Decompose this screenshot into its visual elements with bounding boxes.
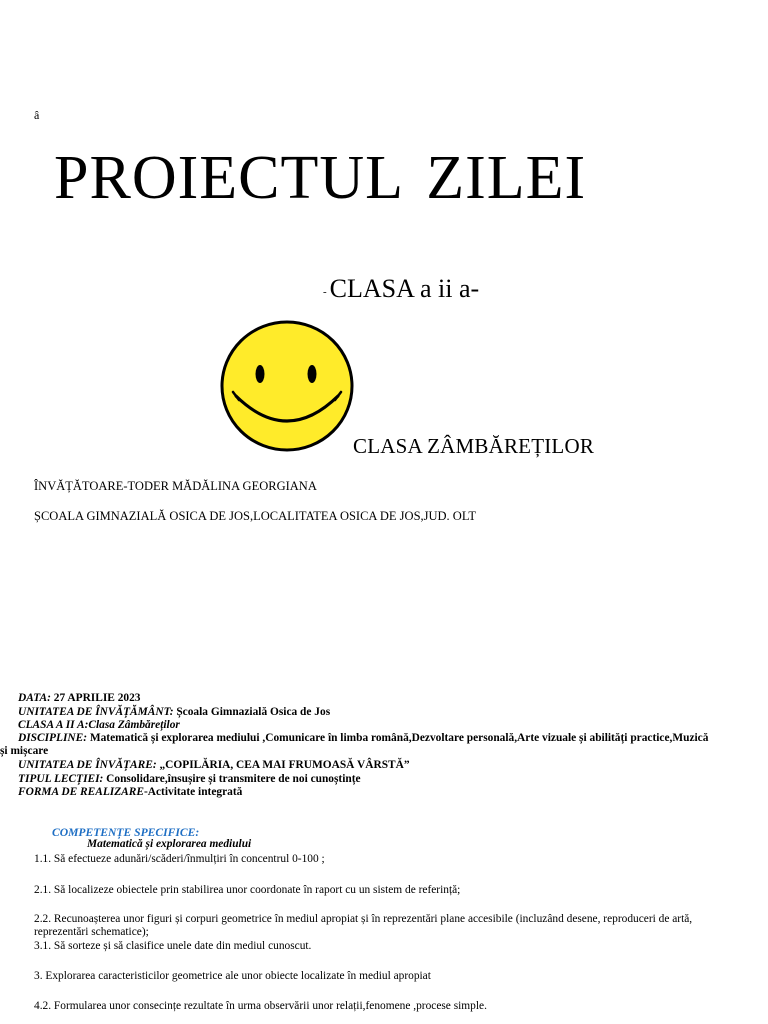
competency-item: 1.1. Să efectueze adunări/scăderi/înmulțiri în concentrul 0-100 ; <box>34 853 325 865</box>
class-subtitle-dash: - <box>323 286 327 298</box>
class-row <box>18 719 180 732</box>
date-value: 27 APRILIE 2023 <box>50 692 141 704</box>
stray-character: â <box>34 108 40 122</box>
page-title: PROIECTUL ZILEI <box>54 144 587 212</box>
disciplines-row <box>18 732 708 745</box>
disciplines-label: DISCIPLINE: <box>18 732 87 744</box>
learning-unit-row <box>18 759 410 772</box>
competency-item: 2.2. Recunoașterea unor figuri și corpuri geometrice în mediul apropiat și în reprezentări plane accesibile (incluzând desene, reproduceri de artă, <box>34 913 693 925</box>
class-label: CLASA A II A: <box>18 719 89 731</box>
school-unit-value: Școala Gimnazială Osica de Jos <box>173 706 331 718</box>
learning-unit-value: „COPILĂRIA, CEA MAI FRUMOASĂ VÂRSTĂ” <box>156 759 410 771</box>
school-unit-row <box>18 706 330 719</box>
lesson-type-value: Consolidare,însușire și transmitere de noi cunoștințe <box>103 773 361 785</box>
lesson-type-row <box>18 773 361 786</box>
date-label: DATA: <box>18 692 51 704</box>
competency-item: 3. Explorarea caracteristicilor geometrice ale unor obiecte localizate în mediul apropiat <box>34 970 431 982</box>
class-value: Clasa Zâmbăreților <box>88 719 180 731</box>
delivery-form-label: FORMA DE REALIZARE <box>18 786 144 798</box>
competency-item: 3.1. Să sorteze și să clasifice unele date din mediul cunoscut. <box>34 940 312 952</box>
teacher-name: ÎNVĂȚĂTOARE-TODER MĂDĂLINA GEORGIANA <box>34 479 317 493</box>
competency-item: 4.2. Formularea unor consecințe rezultate în urma observării unor relații,fenomene ,procese simple. <box>34 1000 487 1012</box>
delivery-form-value: -Activitate integrată <box>143 786 243 798</box>
smiley-face-icon <box>218 318 356 454</box>
lesson-type-label: TIPUL LECȚIEI: <box>18 773 104 785</box>
disciplines-continuation: și mișcare <box>0 745 49 757</box>
school-unit-label: UNITATEA DE ÎNVĂȚĂMÂNT: <box>18 706 174 718</box>
learning-unit-label: UNITATEA DE ÎNVĂȚARE: <box>18 759 157 771</box>
competencies-heading: COMPETENȚE SPECIFICE: <box>52 826 200 839</box>
disciplines-value: Matematică și explorarea mediului ,Comunicare în limba română,Dezvoltare personală,Arte vizuale și abilități practice,Muzică <box>87 732 709 744</box>
date-row <box>18 692 140 705</box>
delivery-form-row <box>18 786 242 799</box>
school-name: ȘCOALA GIMNAZIALĂ OSICA DE JOS,LOCALITATEA OSICA DE JOS,JUD. OLT <box>34 509 476 523</box>
competency-item-continuation: reprezentări schematice); <box>34 926 149 938</box>
class-name: CLASA ZÂMBĂREȚILOR <box>353 434 595 458</box>
subject-heading: Matematică și explorarea mediului <box>87 838 252 850</box>
class-subtitle <box>323 274 479 304</box>
competency-item: 2.1. Să localizeze obiectele prin stabilirea unor coordonate în raport cu un sistem de referință; <box>34 884 461 896</box>
class-subtitle-text: CLASA a ii a- <box>329 274 480 303</box>
